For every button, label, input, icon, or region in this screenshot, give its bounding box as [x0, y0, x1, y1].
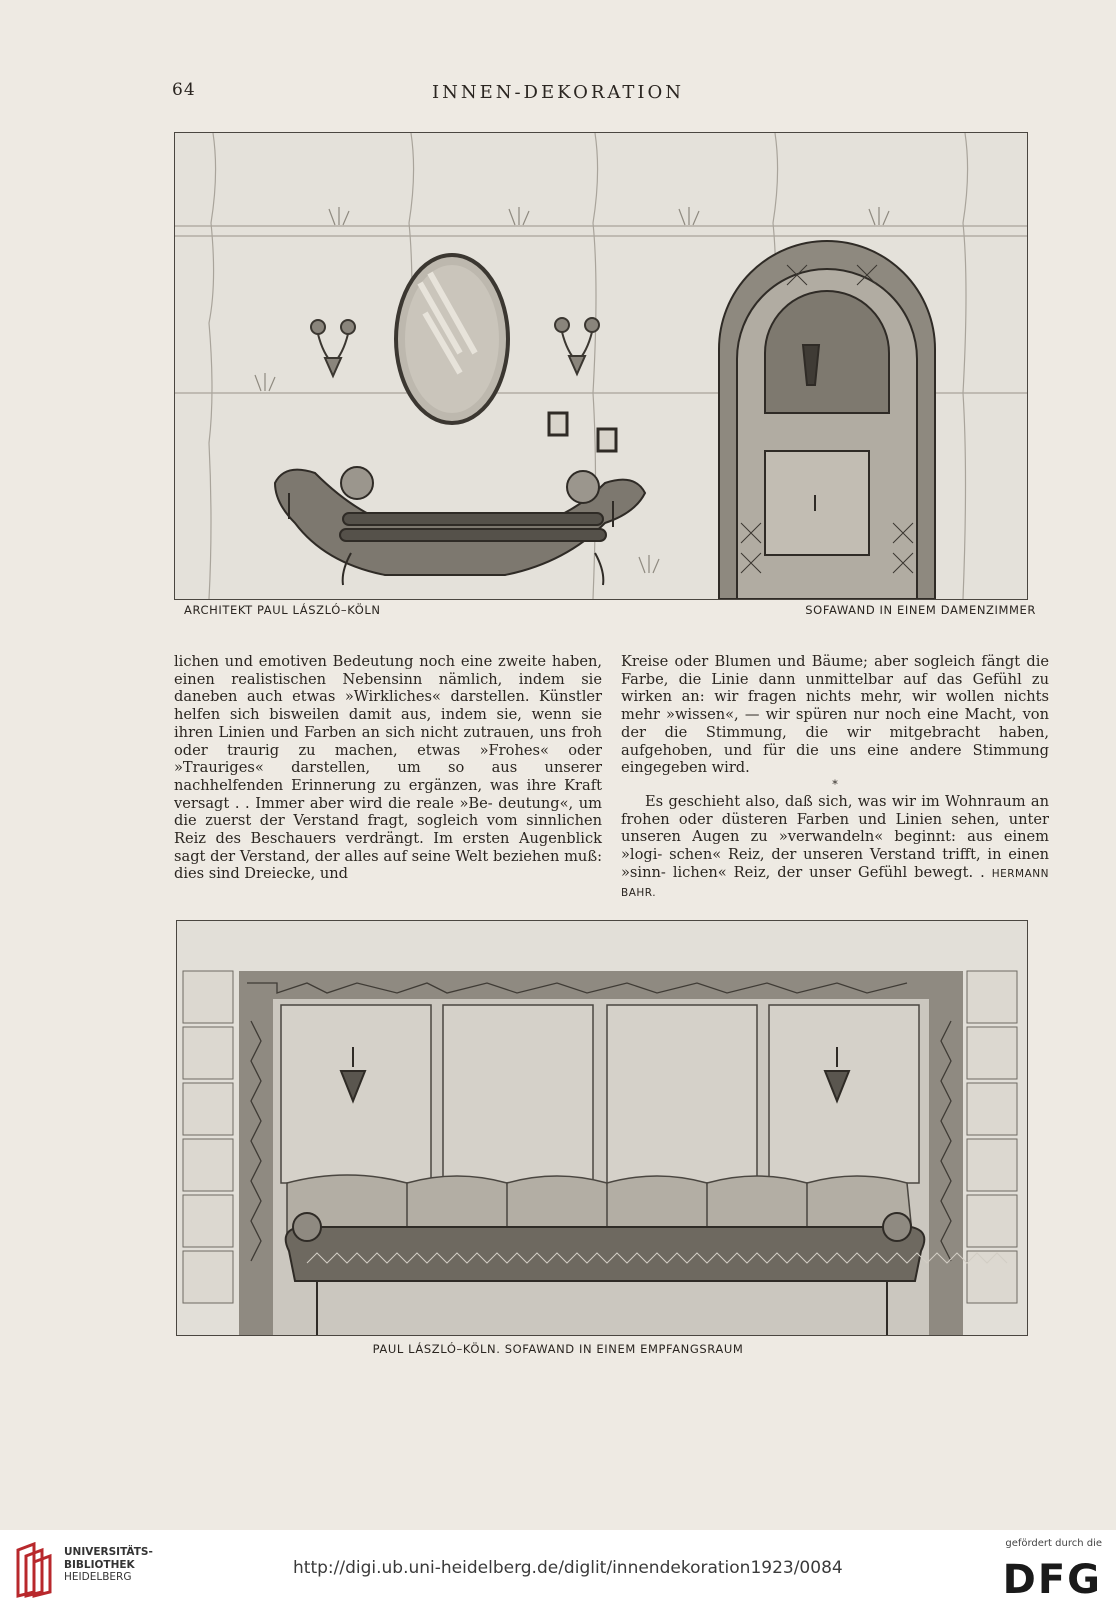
dfg-logo: DFG [1002, 1557, 1102, 1603]
illustration-damenzimmer [174, 132, 1028, 600]
footer-bar [0, 1530, 1116, 1608]
text-line: einen realistischen Nebensinn nämlich, indem sie daneben [174, 670, 602, 706]
text-line: Kreise oder Blumen und Bäume; aber sogleich fängt die [621, 653, 1049, 670]
text-line: seine Welt beziehen muß: dies sind Dreiecke, und [174, 847, 602, 883]
text-line: wirken an: wir fragen nichts mehr, wir wollen nichts [621, 688, 1049, 706]
text-line: und für die uns eine andere Stimmung eingegeben wird. [621, 741, 1049, 777]
article-column-right [621, 653, 1049, 903]
text-line: deutung«, um die zuerst der Verstand fragt, sogleich [174, 794, 602, 830]
text-line: und Farben an sich nicht zutrauen, uns froh oder traurig [174, 723, 603, 759]
text-line: lichen« Reiz, der unser Gefühl bewegt. . [672, 863, 985, 881]
university-library-logo-icon [12, 1542, 58, 1598]
library-name-line: BIBLIOTHEK [64, 1558, 135, 1571]
text-line: zu machen, etwas »Frohes« oder »Trauriges« darstellen, [174, 741, 603, 777]
text-line: lichen und emotiven Bedeutung noch eine zweite haben, [174, 653, 602, 670]
author-signature: HERMANN BAHR. [621, 867, 1050, 900]
text-line: ersten Augenblick sagt der Verstand, der alles auf [174, 830, 602, 865]
running-title: INNEN-DEKORATION [431, 82, 685, 103]
caption-empfangsraum: PAUL LÁSZLÓ–KÖLN. SOFAWAND IN EINEM EMPFANGSRAUM [372, 1342, 744, 1356]
text-line: Es geschieht also, daß sich, was wir im Wohnraum [645, 792, 1026, 810]
text-line: sich bisweilen damit aus, indem sie, wenn sie ihren Linien [174, 706, 603, 741]
caption-architect: ARCHITEKT PAUL LÁSZLÓ–KÖLN [184, 603, 381, 617]
library-name [64, 1546, 153, 1584]
text-line: der die Stimmung, die wir mitgebracht haben, aufgehoben, [621, 723, 1049, 759]
article-column-left [174, 653, 602, 883]
text-line: an frohen oder düsteren Farben und Linien sehen, unter [621, 792, 1050, 828]
library-name-line: UNIVERSITÄTS- [64, 1546, 153, 1558]
text-line: unseren Augen zu »verwandeln« beginnt: aus einem »logi- [621, 828, 1049, 864]
illustration-empfangsraum [176, 920, 1028, 1336]
text-line: vom sinnlichen Reiz des Beschauers verdrängt. Im [174, 812, 603, 848]
library-name-line: HEIDELBERG [64, 1571, 132, 1583]
section-separator: * [832, 777, 838, 791]
funding-note: gefördert durch die [1005, 1538, 1102, 1549]
text-line: schen« Reiz, der unseren Verstand trifft, in einen »sinn- [621, 846, 1049, 881]
caption-damenzimmer: SOFAWAND IN EINEM DAMENZIMMER [805, 603, 1036, 617]
text-line: was ihre Kraft versagt . . Immer aber wird die reale »Be- [174, 776, 602, 812]
text-line: mehr »wissen«, — wir spüren nur noch eine Macht, von [621, 706, 1049, 724]
text-line: auch etwas »Wirkliches« darstellen. Künstler helfen [174, 688, 602, 724]
text-line: Farbe, die Linie dann unmittelbar auf das Gefühl zu [621, 670, 1049, 688]
source-url-link[interactable]: http://digi.ub.uni-heidelberg.de/diglit/innendekoration1923/0084 [293, 1558, 843, 1578]
text-line: um so aus unserer nachhelfenden Erinnerung zu ergänzen, [174, 759, 603, 794]
page-number: 64 [172, 80, 196, 100]
